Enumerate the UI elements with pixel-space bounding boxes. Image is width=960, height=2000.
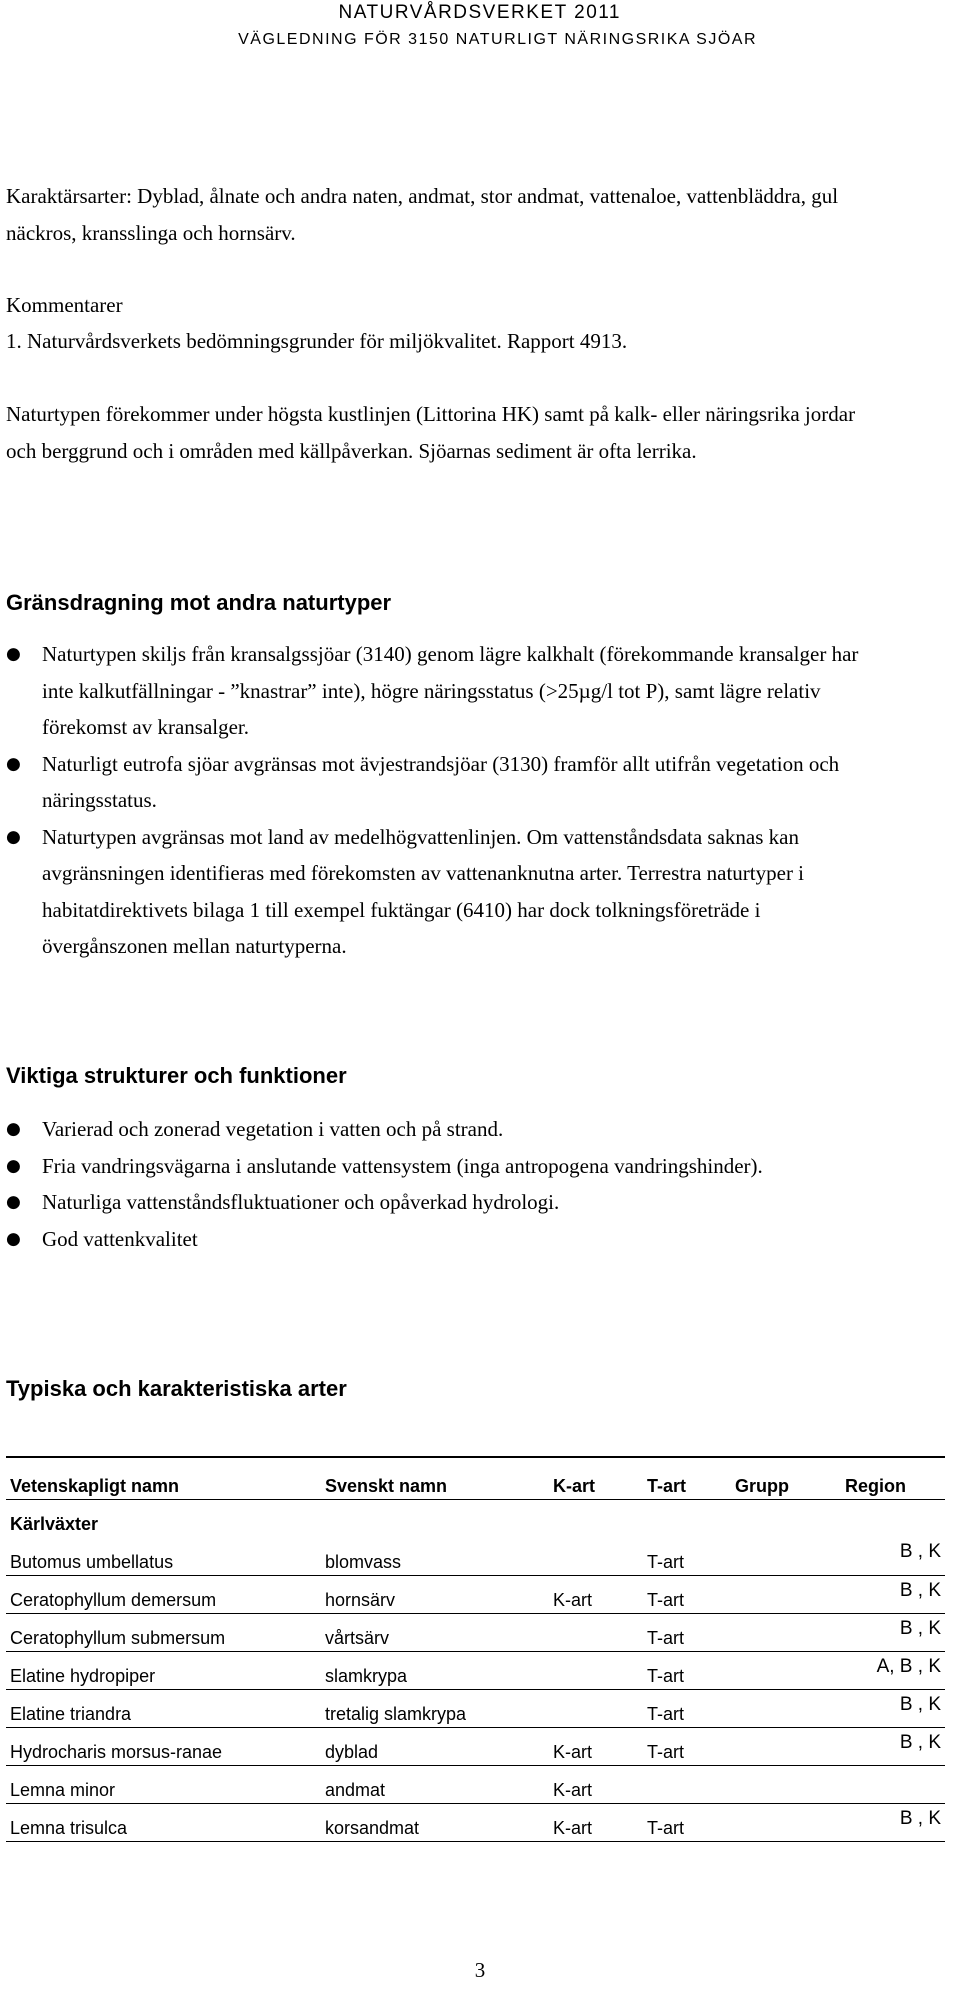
cell-scientific-name: Butomus umbellatus (10, 1551, 174, 1572)
list-item: ● Naturtypen avgränsas mot land av medelhögvattenlinjen. Om vattenståndsdata saknas kan avgränsningen identifieras med förekomsten av vattenanknutna arter. Terrestra naturtyper i habitatdirektivets bilaga 1 till exempel fuktängar (6410) har dock tolkningsföreträde i övergånszonen mellan naturtyperna. (6, 819, 886, 965)
cell-k-art (549, 1689, 643, 1727)
karaktarsarter-paragraph: Karaktärsarter: Dyblad, ålnate och andra naten, andmat, stor andmat, vattenaloe, vattenbläddra, gul näckros, kransslinga och hornsärv. (6, 184, 839, 245)
table-row (6, 1803, 945, 1841)
bullet-icon: ● (6, 1192, 21, 1212)
section-heading-arter: Typiska och karakteristiska arter (6, 1376, 347, 1401)
cell-t-art: T-art (647, 1627, 685, 1648)
kommentarer-heading: Kommentarer (6, 293, 123, 317)
column-header-k-art: K-art (553, 1475, 596, 1496)
cell-grupp (731, 1727, 841, 1765)
cell-region: B , K (899, 1579, 941, 1601)
cell-swedish-name: hornsärv (325, 1589, 396, 1610)
cell-scientific-name: Elatine triandra (10, 1703, 132, 1724)
intro-paragraph: Naturtypen förekommer under högsta kustlinjen (Littorina HK) samt på kalk- eller näringsrika jordar och berggrund och i områden med källpåverkan. Sjöarnas sediment är ofta lerrika. (6, 402, 856, 463)
bullet-icon: ● (6, 1155, 21, 1176)
cell-swedish-name: blomvass (325, 1551, 402, 1572)
column-header-t-art: T-art (647, 1475, 687, 1496)
species-table (6, 1456, 945, 1842)
table-row (6, 1765, 945, 1803)
table-row (6, 1689, 945, 1727)
bullet-icon: ● (6, 826, 21, 847)
strukturer-list (6, 1111, 886, 1257)
cell-region: B , K (899, 1807, 941, 1829)
cell-swedish-name: korsandmat (325, 1817, 420, 1838)
list-item: ● Naturligt eutrofa sjöar avgränsas mot ävjestrandsjöar (3130) framför allt utifrån vegetation och näringsstatus. (6, 746, 886, 819)
cell-region: A, B , K (876, 1655, 941, 1677)
cell-t-art: T-art (647, 1589, 685, 1610)
cell-region: B , K (899, 1541, 941, 1562)
cell-k-art (549, 1613, 643, 1651)
cell-grupp (731, 1651, 841, 1689)
group-label: Kärlväxter (10, 1514, 99, 1534)
cell-scientific-name: Elatine hydropiper (10, 1665, 156, 1686)
header-publisher: NATURVÅRDSVERKET 2011 (338, 2, 621, 23)
bullet-icon: ● (6, 1119, 21, 1139)
cell-swedish-name: andmat (325, 1779, 386, 1800)
cell-t-art: T-art (647, 1817, 685, 1838)
cell-swedish-name: dyblad (325, 1741, 379, 1762)
cell-scientific-name: Ceratophyllum demersum (10, 1589, 217, 1610)
column-header-grupp: Grupp (735, 1475, 789, 1496)
cell-k-art: K-art (553, 1589, 593, 1610)
cell-grupp (731, 1765, 841, 1803)
cell-k-art (549, 1651, 643, 1689)
table-row (6, 1727, 945, 1765)
cell-grupp (731, 1689, 841, 1727)
cell-grupp (731, 1803, 841, 1841)
cell-t-art: T-art (647, 1551, 685, 1572)
cell-scientific-name: Lemna minor (10, 1779, 116, 1800)
cell-t-art: T-art (647, 1665, 685, 1686)
cell-region: B , K (899, 1693, 941, 1715)
cell-t-art: T-art (647, 1741, 685, 1762)
gransdragning-list (6, 636, 886, 965)
cell-t-art (643, 1765, 731, 1803)
list-item: ● God vattenkvalitet (6, 1221, 886, 1258)
header-document-title: VÄGLEDNING FÖR 3150 NATURLIGT NÄRINGSRIKA SJÖAR (238, 31, 757, 48)
cell-scientific-name: Lemna trisulca (10, 1817, 128, 1838)
cell-grupp (731, 1537, 841, 1575)
cell-scientific-name: Hydrocharis morsus-ranae (10, 1741, 223, 1762)
cell-k-art: K-art (553, 1779, 593, 1800)
table-row (6, 1613, 945, 1651)
cell-swedish-name: vårtsärv (325, 1627, 390, 1648)
cell-grupp (731, 1613, 841, 1651)
section-heading-strukturer: Viktiga strukturer och funktioner (6, 1063, 347, 1088)
section-heading-gransdragning: Gränsdragning mot andra naturtyper (6, 590, 392, 615)
kommentarer-item: 1. Naturvårdsverkets bedömningsgrunder för miljökvalitet. Rapport 4913. (6, 329, 628, 353)
cell-grupp (731, 1575, 841, 1613)
bullet-icon: ● (6, 1228, 21, 1249)
table-row (6, 1537, 945, 1575)
table-row (6, 1651, 945, 1689)
cell-k-art (549, 1537, 643, 1575)
table-group-row (6, 1499, 945, 1537)
cell-t-art: T-art (647, 1703, 685, 1724)
list-item: ● Naturtypen skiljs från kransalgssjöar (3140) genom lägre kalkhalt (förekommande kransalger har inte kalkutfällningar - ”knastrar” inte), högre näringsstatus (>25µg/l tot P), samt lägre relativ förekomst av kransalger. (6, 636, 886, 746)
cell-region: B , K (899, 1617, 941, 1639)
column-header-region: Region (845, 1475, 906, 1496)
page-number: 3 (474, 1958, 486, 1982)
cell-region (841, 1765, 945, 1803)
column-header-swedish-name: Svenskt namn (325, 1475, 448, 1496)
table-row (6, 1575, 945, 1613)
cell-swedish-name: tretalig slamkrypa (325, 1703, 467, 1724)
table-header-row (6, 1457, 945, 1499)
cell-k-art: K-art (553, 1741, 593, 1762)
list-item: ● Fria vandringsvägarna i anslutande vattensystem (inga antropogena vandringshinder). (6, 1148, 886, 1185)
bullet-icon: ● (6, 644, 21, 664)
column-header-scientific-name: Vetenskapligt namn (10, 1475, 180, 1496)
list-item: ● Varierad och zonerad vegetation i vatten och på strand. (6, 1111, 886, 1148)
cell-k-art: K-art (553, 1817, 593, 1838)
cell-swedish-name: slamkrypa (325, 1665, 408, 1686)
cell-region: B , K (899, 1731, 941, 1753)
cell-scientific-name: Ceratophyllum submersum (10, 1627, 226, 1648)
list-item: ● Naturliga vattenståndsfluktuationer och opåverkad hydrologi. (6, 1184, 886, 1221)
bullet-icon: ● (6, 753, 21, 774)
